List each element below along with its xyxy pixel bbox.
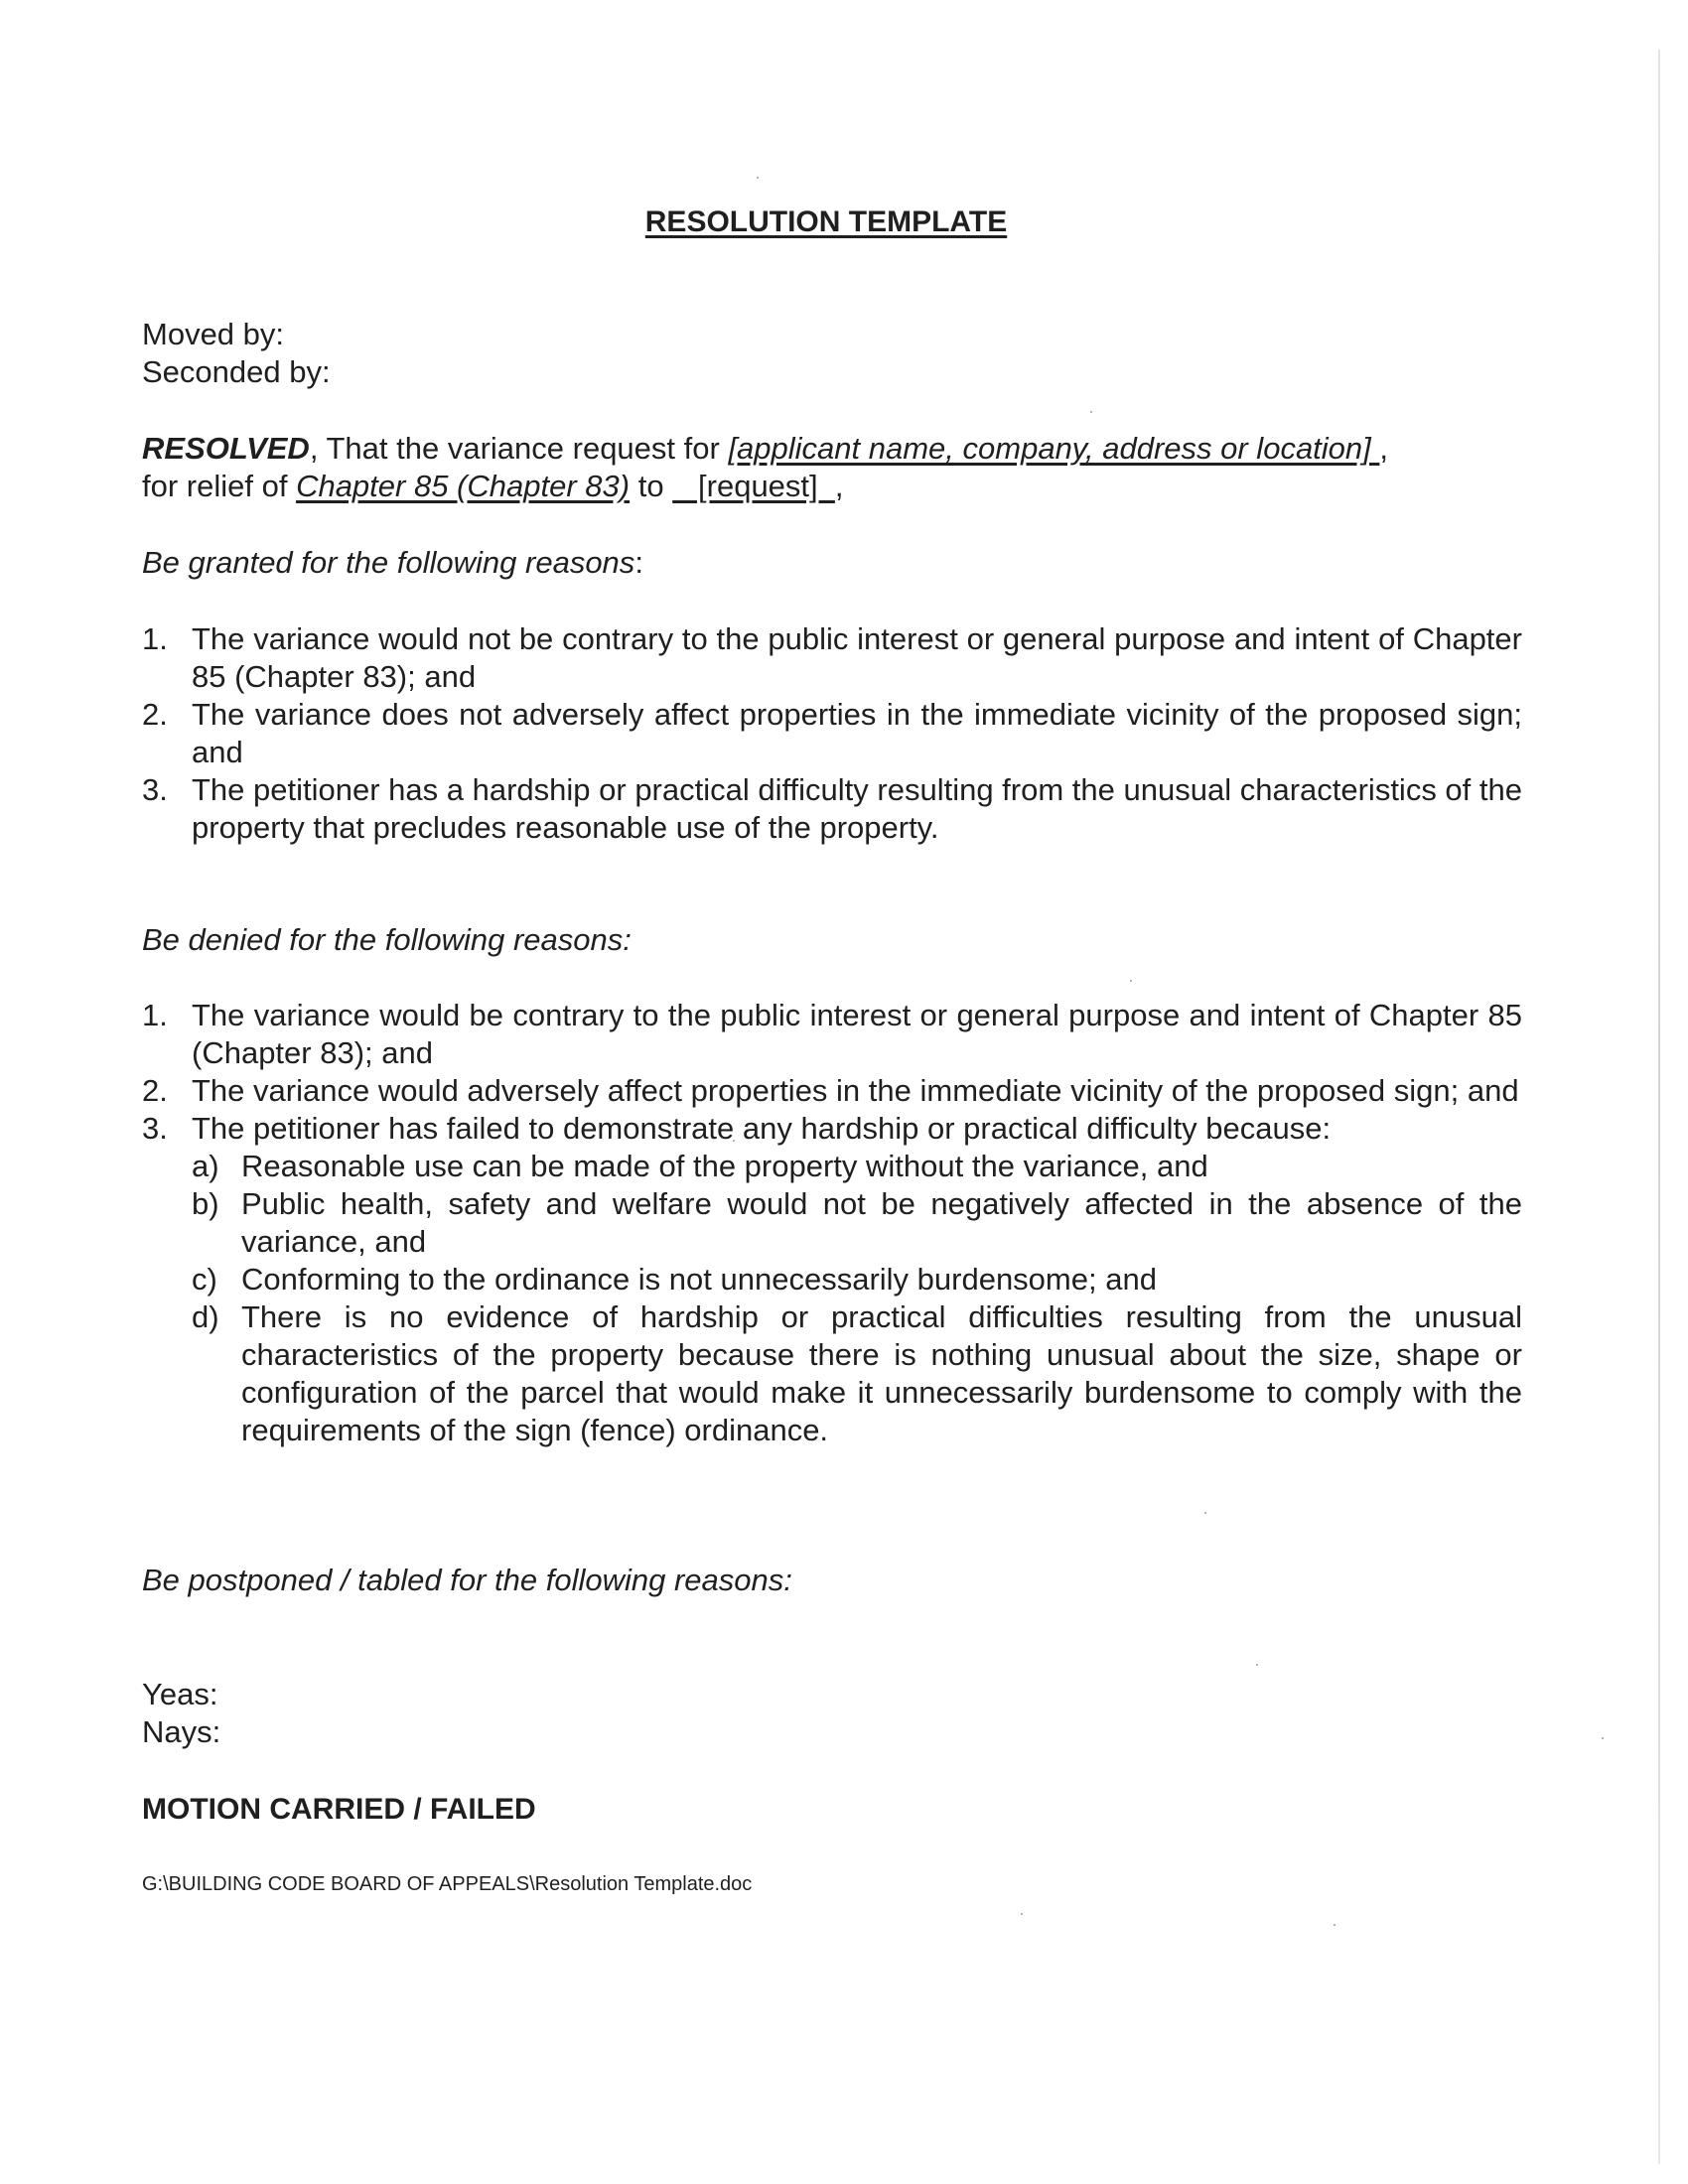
list-item: [142, 696, 1522, 771]
list-item-text: The variance does not adversely affect properties in the immediate vicinity of the proposed sign; and: [192, 697, 1522, 769]
request-blank: [request]: [672, 469, 835, 503]
scan-speck: [1602, 1737, 1604, 1739]
scan-speck: [1130, 980, 1132, 982]
scan-speck: [1334, 1924, 1336, 1926]
chapter-reference: Chapter 85 (Chapter 83): [296, 469, 631, 503]
resolved-text-4: to: [630, 469, 673, 503]
postponed-heading: [142, 1562, 1522, 1599]
resolved-text-2: ,: [1379, 431, 1389, 466]
scan-edge-line: [1658, 50, 1660, 2164]
granted-reasons-list: [142, 620, 1522, 847]
granted-heading-text: Be granted for the following reasons: [142, 545, 635, 580]
scan-speck: [1256, 1664, 1258, 1666]
list-item: [142, 1110, 1522, 1148]
footer-file-path: G:\BUILDING CODE BOARD OF APPEALS\Resolution Template.doc: [142, 1873, 753, 1895]
sub-list-item-letter: c): [192, 1262, 217, 1297]
applicant-blank: [applicant name, company, address or location]: [728, 431, 1380, 466]
list-item: [142, 997, 1522, 1072]
list-item-number: 3.: [142, 772, 168, 807]
resolved-text-3: for relief of: [142, 469, 297, 503]
sub-list-item: [142, 1148, 1522, 1185]
sub-list-item-letter: a): [192, 1149, 219, 1183]
list-item-text: The petitioner has a hardship or practical difficulty resulting from the unusual characteristics of the property that precludes reasonable use of the property.: [192, 772, 1522, 845]
sub-list-item-letter: d): [192, 1299, 219, 1334]
list-item-text: The variance would be contrary to the public interest or general purpose and intent of Chapter 85 (Chapter 83); and: [192, 998, 1522, 1070]
vote-block: [142, 1676, 1522, 1751]
sub-list-item-text: There is no evidence of hardship or practical difficulties resulting from the unusual characteristics of the property because there is nothing unusual about the size, shape or configuration of the parcel that would make it unnecessarily burdensome to comply with the requirements of the sign (fence) ordinance.: [241, 1299, 1522, 1447]
denied-reasons-list: [142, 997, 1522, 1449]
list-item-number: 2.: [142, 697, 168, 732]
scan-speck: [757, 177, 759, 179]
motion-result: MOTION CARRIED / FAILED: [142, 1793, 536, 1826]
scan-speck: [1090, 411, 1092, 413]
list-item-text: The variance would adversely affect properties in the immediate vicinity of the proposed sign; and: [192, 1073, 1519, 1108]
denied-heading: [142, 921, 1522, 959]
sub-list-item-letter: b): [192, 1186, 219, 1221]
resolved-label: RESOLVED: [142, 431, 310, 466]
list-item-number: 1.: [142, 998, 168, 1032]
scan-speck: [1204, 1512, 1206, 1514]
granted-heading: [142, 544, 1522, 582]
sub-list-item-text: Public health, safety and welfare would not be negatively affected in the absence of the variance, and: [241, 1186, 1522, 1259]
sub-list-item: [142, 1185, 1522, 1261]
list-item-number: 2.: [142, 1073, 168, 1108]
resolved-line-1: [142, 430, 1522, 468]
resolved-paragraph: [142, 430, 1522, 505]
list-item-number: 3.: [142, 1111, 168, 1146]
denied-heading-text: Be denied for the following reasons:: [142, 922, 632, 957]
scan-speck: [1021, 1913, 1023, 1915]
list-item: [142, 1072, 1522, 1110]
list-item-text: The variance would not be contrary to the public interest or general purpose and intent of Chapter 85 (Chapter 83); and: [192, 621, 1522, 694]
postponed-heading-text: Be postponed / tabled for the following reasons:: [142, 1563, 792, 1597]
seconded-by-label: Seconded by:: [142, 354, 331, 389]
page-title: RESOLUTION TEMPLATE: [644, 205, 1008, 238]
sub-list-item: [142, 1261, 1522, 1298]
list-item-number: 1.: [142, 621, 168, 656]
yeas-label: Yeas:: [142, 1677, 218, 1711]
resolved-line-2: [142, 468, 1522, 505]
sub-list-item-text: Conforming to the ordinance is not unnecessarily burdensome; and: [241, 1262, 1157, 1297]
sub-list-item: [142, 1298, 1522, 1449]
list-item: [142, 771, 1522, 847]
moved-by-label: Moved by:: [142, 317, 285, 351]
resolved-text-5: ,: [834, 469, 844, 503]
mover-block: [142, 316, 1522, 391]
sub-list-item-text: Reasonable use can be made of the property without the variance, and: [241, 1149, 1208, 1183]
list-item: [142, 620, 1522, 696]
nays-label: Nays:: [142, 1714, 221, 1749]
list-item-text: The petitioner has failed to demonstrate any hardship or practical difficulty because:: [192, 1111, 1332, 1146]
resolved-text-1: , That the variance request for: [309, 431, 729, 466]
granted-heading-colon: :: [634, 545, 643, 580]
